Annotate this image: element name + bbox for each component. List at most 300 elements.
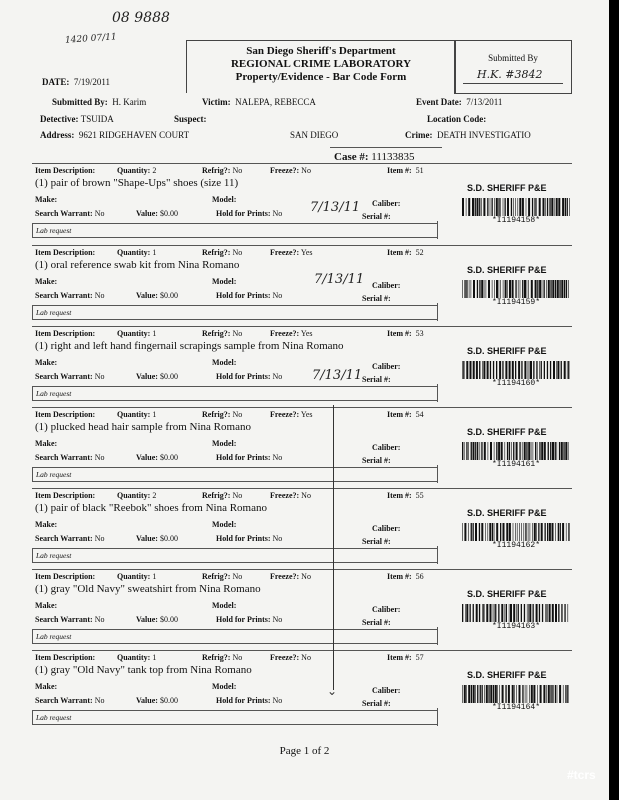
item-description-label: Item Description: [35, 410, 96, 419]
barcode-bar [493, 685, 494, 703]
barcode-bar [543, 685, 545, 703]
refrig-label: Refrig?: [202, 653, 231, 662]
barcode-bar [466, 442, 467, 460]
barcode-bar [560, 523, 561, 541]
item-item-no: 53 [415, 329, 424, 338]
barcode-bar [528, 361, 529, 379]
make-label: Make: [35, 439, 58, 448]
lab-request-box [32, 710, 438, 725]
barcode-bar [522, 685, 523, 703]
item-freeze: No [301, 491, 311, 500]
barcode-bar [564, 604, 565, 622]
barcode-bar [484, 280, 485, 298]
model-label: Model: [212, 439, 237, 448]
barcode-bar [509, 604, 510, 622]
submitted-by-box-title: Submitted By [488, 53, 538, 63]
barcode-bar [503, 280, 504, 298]
freeze-label: Freeze?: [270, 410, 300, 419]
barcode-bar [475, 198, 476, 216]
barcode-bar [488, 685, 489, 703]
item-divider [32, 569, 572, 570]
evidence-item-52 [32, 245, 572, 326]
freeze-label: Freeze?: [270, 166, 300, 175]
barcode-bar [528, 604, 529, 622]
barcode-bar [468, 198, 470, 216]
watermark-tag: #tcrs [567, 768, 596, 782]
barcode-bar [503, 523, 505, 541]
handwritten-date-item-52: 7/13/11 [314, 272, 365, 287]
evidence-item-54 [32, 407, 572, 488]
item-field [35, 615, 104, 624]
barcode-bar [472, 198, 474, 216]
barcode-bar [464, 280, 465, 298]
lab-request-box [32, 467, 438, 482]
barcode-bar [493, 361, 494, 379]
barcode-bar [462, 523, 463, 541]
sheriff-pe-label: S.D. SHERIFF P&E [467, 508, 547, 518]
quantity-label: Quantity: [117, 248, 151, 257]
barcode-bar [481, 442, 482, 460]
item-field [372, 443, 400, 452]
search-warrant-label: Search Warrant: [35, 534, 93, 543]
barcode-bar [505, 198, 506, 216]
item-value: $0.00 [159, 209, 178, 218]
sheriff-pe-label: S.D. SHERIFF P&E [467, 346, 547, 356]
item-field [35, 453, 104, 462]
barcode-bar [559, 442, 560, 460]
barcode-bar [464, 442, 465, 460]
barcode-bar [547, 198, 548, 216]
item-field [372, 524, 400, 533]
barcode-bar [494, 604, 495, 622]
item-description: (1) gray "Old Navy" sweatshirt from Nina Romano [35, 583, 261, 595]
barcode-bar [473, 361, 475, 379]
barcode-bar [527, 280, 528, 298]
hold-for-prints-label: Hold for Prints: [216, 453, 271, 462]
item-value: $0.00 [159, 534, 178, 543]
barcode-bar [532, 523, 533, 541]
item-barcode: *I1194163* [491, 622, 540, 631]
item-field [372, 686, 400, 695]
barcode-bar [546, 280, 547, 298]
item-field [35, 520, 57, 529]
caliber-label: Caliber: [372, 605, 401, 614]
barcode-bar [510, 604, 512, 622]
item-item-no: 54 [415, 410, 424, 419]
barcode-bar [479, 361, 480, 379]
item-field [216, 615, 282, 624]
lab-request-tick [437, 546, 438, 564]
item-field [216, 291, 282, 300]
item-field [35, 277, 57, 286]
barcode-bar [557, 442, 558, 460]
barcode-bar [567, 198, 568, 216]
barcode-bar [505, 604, 506, 622]
item-field [35, 572, 95, 581]
barcode-bar [480, 685, 481, 703]
barcode-bar [526, 442, 527, 460]
barcode-bar [487, 198, 488, 216]
model-label: Model: [212, 520, 237, 529]
barcode-bar [568, 523, 569, 541]
item-field [136, 696, 178, 705]
barcode-bar [486, 604, 488, 622]
item-field [362, 699, 391, 708]
hold-for-prints-label: Hold for Prints: [216, 209, 271, 218]
item-field [35, 410, 95, 419]
item-field [35, 653, 95, 662]
model-label: Model: [212, 601, 237, 610]
item-refrig: No [232, 166, 243, 175]
barcode-bar [462, 604, 463, 622]
item-field [117, 491, 156, 500]
serial-label: Serial #: [362, 375, 391, 384]
barcode-bar [509, 523, 511, 541]
barcode-bar [494, 198, 495, 216]
barcode-bar [505, 442, 506, 460]
freeze-label: Freeze?: [270, 329, 300, 338]
barcode-bar [475, 685, 476, 703]
item-no-label: Item #: [387, 410, 412, 419]
barcode-bar [462, 685, 463, 703]
barcode-bar [473, 604, 474, 622]
barcode-bar [541, 523, 543, 541]
barcode-bar [530, 361, 532, 379]
caliber-label: Caliber: [372, 199, 401, 208]
model-label: Model: [212, 195, 237, 204]
barcode-bar [552, 604, 554, 622]
lab-request-tick [437, 221, 438, 239]
item-field [216, 453, 282, 462]
barcode-bar [490, 442, 492, 460]
barcode-bar [465, 604, 466, 622]
barcode-image [462, 604, 570, 622]
barcode-image [462, 685, 570, 703]
serial-label: Serial #: [362, 456, 391, 465]
barcode-bar [470, 361, 472, 379]
barcode-bar [483, 604, 484, 622]
item-refrig: No [232, 329, 243, 338]
barcode-bar [543, 198, 545, 216]
barcode-bar [527, 685, 528, 703]
barcode-bar [471, 685, 472, 703]
item-field [216, 372, 282, 381]
barcode-bar [487, 361, 489, 379]
make-label: Make: [35, 682, 58, 691]
evidence-item-53 [32, 326, 572, 407]
barcode-bar [497, 685, 498, 703]
item-description: (1) right and left hand fingernail scrapings sample from Nina Romano [35, 340, 344, 352]
barcode-bar [509, 280, 511, 298]
arrow-down-icon: ⌄ [327, 684, 338, 698]
barcode-bar [533, 604, 534, 622]
item-field [362, 212, 391, 221]
barcode-bar [471, 442, 472, 460]
lab-request-tick [437, 627, 438, 645]
refrig-label: Refrig?: [202, 572, 231, 581]
item-description: (1) oral reference swab kit from Nina Romano [35, 259, 240, 271]
barcode-bar [559, 685, 561, 703]
item-quantity: 1 [152, 248, 157, 257]
barcode-bar [530, 523, 531, 541]
make-label: Make: [35, 601, 58, 610]
barcode-bar [466, 604, 468, 622]
barcode-bar [499, 280, 500, 298]
item-field [35, 248, 95, 257]
barcode-bar [490, 361, 491, 379]
barcode-bar [495, 685, 497, 703]
barcode-bar [544, 442, 546, 460]
barcode-bar [518, 198, 519, 216]
item-field [387, 329, 424, 338]
barcode-bar [480, 442, 481, 460]
barcode-bar [552, 685, 553, 703]
barcode-bar [521, 523, 522, 541]
barcode-bar [502, 361, 503, 379]
search-warrant-label: Search Warrant: [35, 209, 93, 218]
freeze-label: Freeze?: [270, 491, 300, 500]
value-label: Value: [136, 291, 158, 300]
item-field [117, 572, 156, 581]
crime-field: Crime: DEATH INVESTIGATIO [405, 130, 531, 140]
item-divider [32, 326, 572, 327]
item-field [212, 601, 236, 610]
barcode-bar [471, 280, 472, 298]
quantity-label: Quantity: [117, 410, 151, 419]
barcode-bar [522, 280, 523, 298]
item-field [270, 166, 311, 175]
barcode-bar [469, 280, 470, 298]
barcode-bar [533, 442, 534, 460]
item-field [35, 439, 57, 448]
lab-request-tick [437, 303, 438, 321]
barcode-bar [536, 523, 537, 541]
make-label: Make: [35, 520, 58, 529]
barcode-bar [507, 442, 508, 460]
item-item-no: 52 [415, 248, 424, 257]
barcode-bar [498, 604, 499, 622]
value-label: Value: [136, 696, 158, 705]
barcode-bar [505, 280, 507, 298]
item-value: $0.00 [159, 615, 178, 624]
barcode-bar [496, 442, 497, 460]
item-divider [32, 245, 572, 246]
item-item-no: 55 [415, 491, 424, 500]
model-label: Model: [212, 358, 237, 367]
barcode-bar [520, 280, 521, 298]
item-field [212, 682, 236, 691]
serial-label: Serial #: [362, 618, 391, 627]
barcode-bar [483, 198, 485, 216]
item-freeze: No [301, 572, 311, 581]
item-field [136, 534, 178, 543]
barcode-bar [550, 361, 551, 379]
barcode-bar [554, 198, 555, 216]
item-field [387, 166, 424, 175]
lab-name: REGIONAL CRIME LABORATORY [230, 58, 412, 70]
barcode-bar [507, 198, 509, 216]
item-refrig: No [232, 248, 243, 257]
item-field [136, 453, 178, 462]
item-item-no: 51 [415, 166, 424, 175]
item-field [117, 166, 156, 175]
item-quantity: 1 [152, 572, 157, 581]
item-barcode: *I1194159* [491, 298, 540, 307]
item-barcode: *I1194161* [491, 460, 540, 469]
barcode-bar [547, 523, 548, 541]
case-number-field: Case #: 11133835 [334, 151, 415, 163]
barcode-bar [462, 198, 464, 216]
item-field [387, 410, 424, 419]
barcode-bar [568, 280, 569, 298]
barcode-bar [509, 442, 510, 460]
item-hold-for-prints: No [272, 696, 283, 705]
department-name: San Diego Sheriff's Department [246, 45, 396, 57]
submitted-by-box [454, 40, 572, 94]
barcode-bar [500, 280, 501, 298]
barcode-bar [552, 523, 554, 541]
barcode-bar [550, 280, 551, 298]
barcode-bar [476, 361, 478, 379]
barcode-bar [516, 442, 518, 460]
barcode-bar [542, 280, 543, 298]
item-hold-for-prints: No [272, 291, 283, 300]
barcode-bar [501, 442, 503, 460]
barcode-bar [524, 442, 526, 460]
item-field [136, 372, 178, 381]
lab-request-label: Lab request [36, 470, 72, 479]
barcode-bar [531, 685, 533, 703]
barcode-bar [499, 361, 501, 379]
sheriff-pe-label: S.D. SHERIFF P&E [467, 265, 547, 275]
barcode-bar [515, 198, 516, 216]
barcode-bar [512, 280, 514, 298]
case-divider [330, 147, 442, 148]
barcode-bar [567, 685, 568, 703]
value-label: Value: [136, 534, 158, 543]
item-description: (1) gray "Old Navy" tank top from Nina Romano [35, 664, 252, 676]
item-field [216, 534, 282, 543]
handwritten-date-item-53: 7/13/11 [312, 368, 363, 383]
barcode-bar [481, 280, 483, 298]
barcode-bar [495, 604, 496, 622]
barcode-bar [549, 523, 551, 541]
sheriff-pe-label: S.D. SHERIFF P&E [467, 183, 547, 193]
submitted-by-field: Submitted By: H. Karim [52, 97, 147, 107]
barcode-bar [524, 523, 525, 541]
barcode-bar [515, 361, 516, 379]
barcode-bar [496, 361, 497, 379]
barcode-bar [519, 685, 521, 703]
barcode-bar [468, 685, 470, 703]
barcode-bar [528, 442, 530, 460]
search-warrant-label: Search Warrant: [35, 696, 93, 705]
value-label: Value: [136, 209, 158, 218]
model-label: Model: [212, 277, 237, 286]
barcode-bar [481, 523, 483, 541]
barcode-bar [552, 442, 554, 460]
item-field [136, 209, 178, 218]
item-field [35, 372, 104, 381]
barcode-bar [466, 685, 467, 703]
barcode-bar [555, 604, 557, 622]
evidence-item-55 [32, 488, 572, 569]
barcode-bar [473, 442, 475, 460]
barcode-bar [539, 361, 540, 379]
barcode-bar [546, 604, 547, 622]
barcode-bar [475, 442, 476, 460]
barcode-bar [512, 685, 514, 703]
item-field [270, 491, 311, 500]
item-no-label: Item #: [387, 491, 412, 500]
item-field [202, 248, 242, 257]
lab-request-label: Lab request [36, 226, 72, 235]
barcode-bar [545, 604, 546, 622]
barcode-bar [498, 198, 499, 216]
item-field [35, 209, 104, 218]
item-barcode: *I1194162* [491, 541, 540, 550]
item-quantity: 1 [152, 410, 157, 419]
item-item-no: 56 [415, 572, 424, 581]
barcode-bar [528, 198, 530, 216]
barcode-bar [551, 198, 553, 216]
barcode-bar [488, 442, 489, 460]
evidence-item-56 [32, 569, 572, 650]
barcode-bar [518, 280, 519, 298]
lab-request-box [32, 629, 438, 644]
lab-request-label: Lab request [36, 632, 72, 641]
barcode-bar [518, 604, 519, 622]
barcode-bar [561, 604, 562, 622]
item-description: (1) pair of brown "Shape-Ups" shoes (size 11) [35, 177, 239, 189]
lab-request-label: Lab request [36, 551, 72, 560]
barcode-bar [548, 442, 549, 460]
barcode-bar [548, 685, 550, 703]
barcode-bar [546, 685, 547, 703]
refrig-label: Refrig?: [202, 166, 231, 175]
barcode-bar [468, 523, 469, 541]
barcode-bar [482, 361, 483, 379]
serial-label: Serial #: [362, 294, 391, 303]
barcode-bar [562, 198, 564, 216]
item-value: $0.00 [159, 696, 178, 705]
barcode-bar [466, 198, 467, 216]
barcode-bar [547, 361, 548, 379]
barcode-bar [511, 442, 512, 460]
item-field [387, 653, 424, 662]
barcode-bar [531, 442, 532, 460]
refrig-label: Refrig?: [202, 248, 231, 257]
item-quantity: 1 [152, 653, 157, 662]
item-description-label: Item Description: [35, 491, 96, 500]
barcode-bar [519, 442, 520, 460]
barcode-bar [489, 523, 491, 541]
quantity-label: Quantity: [117, 491, 151, 500]
barcode-bar [524, 280, 526, 298]
item-value: $0.00 [159, 291, 178, 300]
make-label: Make: [35, 277, 58, 286]
barcode-bar [468, 442, 469, 460]
lab-request-tick [437, 384, 438, 402]
item-search-warrant: No [94, 615, 105, 624]
barcode-bar [552, 280, 554, 298]
barcode-bar [511, 198, 512, 216]
barcode-bar [473, 685, 475, 703]
item-search-warrant: No [94, 372, 105, 381]
barcode-bar [536, 604, 538, 622]
barcode-bar [538, 523, 539, 541]
hold-for-prints-label: Hold for Prints: [216, 696, 271, 705]
